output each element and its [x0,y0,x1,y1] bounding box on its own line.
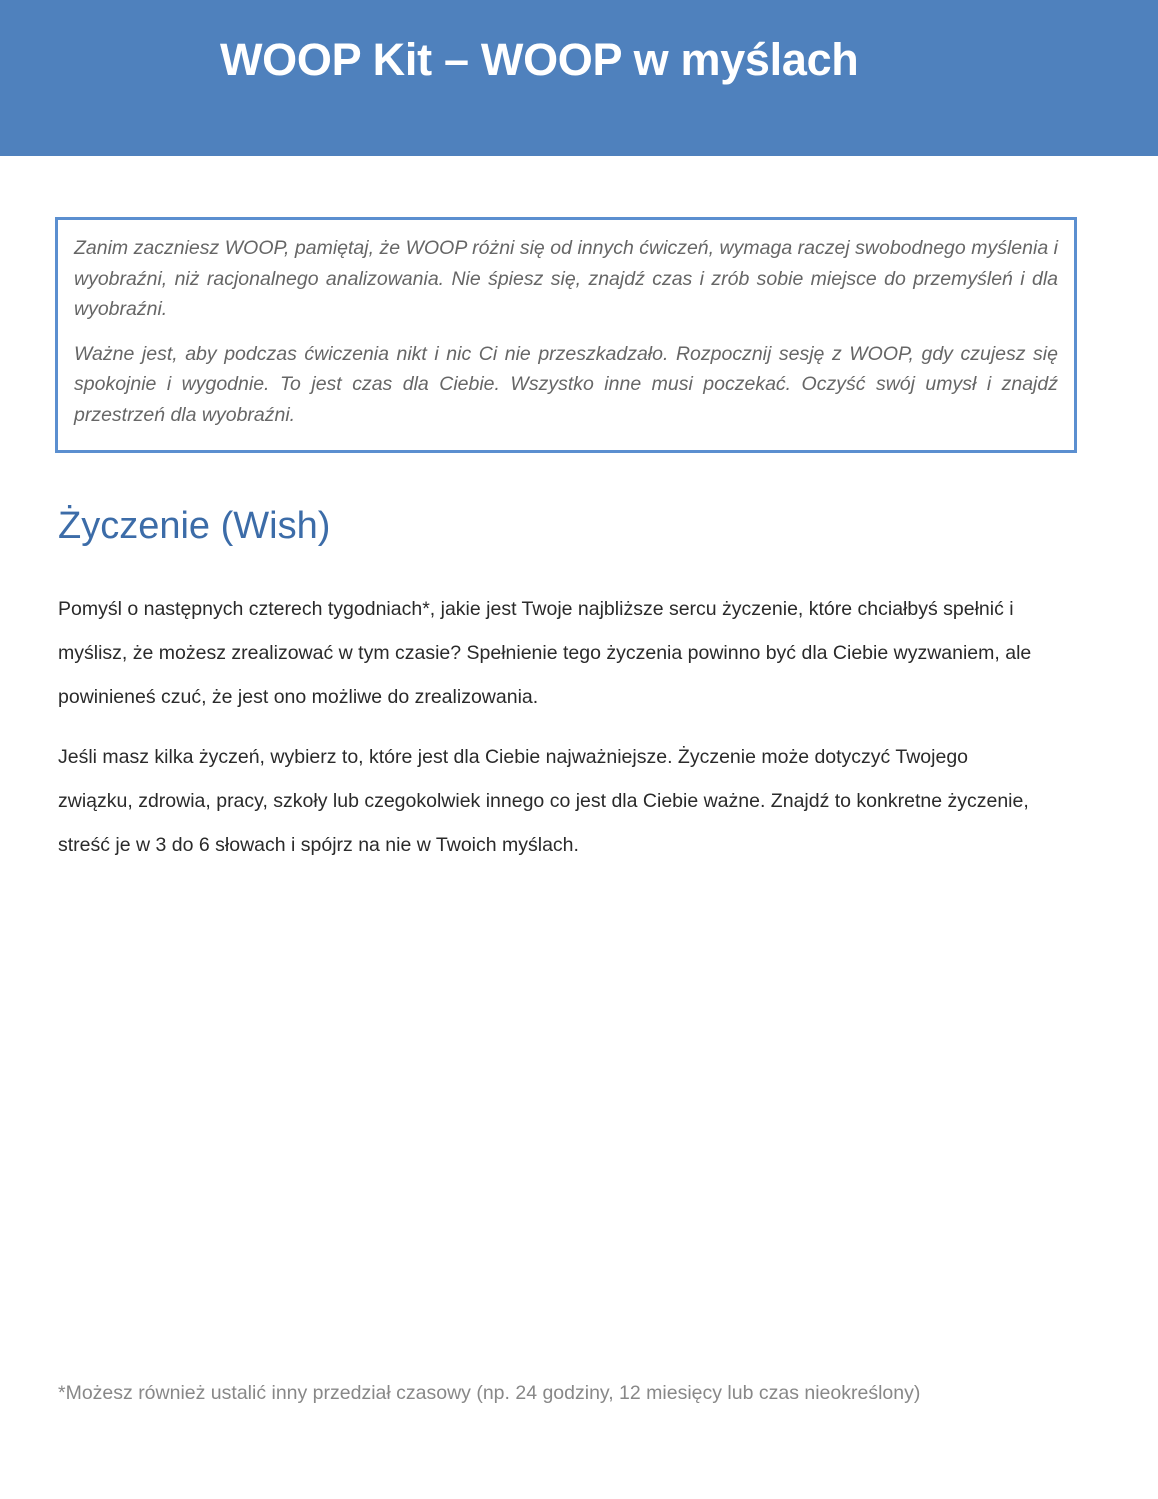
header-band [0,0,1158,156]
page-title: WOOP Kit – WOOP w myślach [220,34,859,85]
intro-paragraph: Zanim zaczniesz WOOP, pamiętaj, że WOOP różni się od innych ćwiczeń, wymaga raczej swobodnego myślenia i wyobraźni, niż racjonalnego analizowania. Nie śpiesz się, znajdź czas i zrób sobie miejsce do przemyśleń i dla wyobraźni. [74,237,1058,320]
body-paragraph: Jeśli masz kilka życzeń, wybierz to, które jest dla Ciebie najważniejsze. Życzenie może dotyczyć Twojego związku, zdrowia, pracy, szkoły lub czegokolwiek innego co jest dla Ciebie ważne. Znajdź to konkretne życzenie, streść je w 3 do 6 słowach i spójrz na nie w Twoich myślach. [58,746,1029,856]
body-paragraph: Pomyśl o następnych czterech tygodniach*, jakie jest Twoje najbliższe sercu życzenie, które chciałbyś spełnić i myślisz, że możesz zrealizować w tym czasie? Spełnienie tego życzenia powinno być dla Ciebie wyzwaniem, ale powinieneś czuć, że jest ono możliwe do zrealizowania. [58,598,1032,708]
section-heading-wish: Życzenie (Wish) [58,505,331,547]
intro-paragraph: Ważne jest, aby podczas ćwiczenia nikt i nic Ci nie przeszkadzało. Rozpocznij sesję z WOOP, gdy czujesz się spokojnie i wygodnie. To jest czas dla Ciebie. Wszystko inne musi poczekać. Oczyść swój umysł i znajdź przestrzeń dla wyobraźni. [74,342,1058,426]
footnote: *Możesz również ustalić inny przedział czasowy (np. 24 godziny, 12 miesięcy lub czas nieokreślony) [58,1382,921,1404]
intro-callout-box [55,217,1077,453]
section-body [58,587,1048,883]
